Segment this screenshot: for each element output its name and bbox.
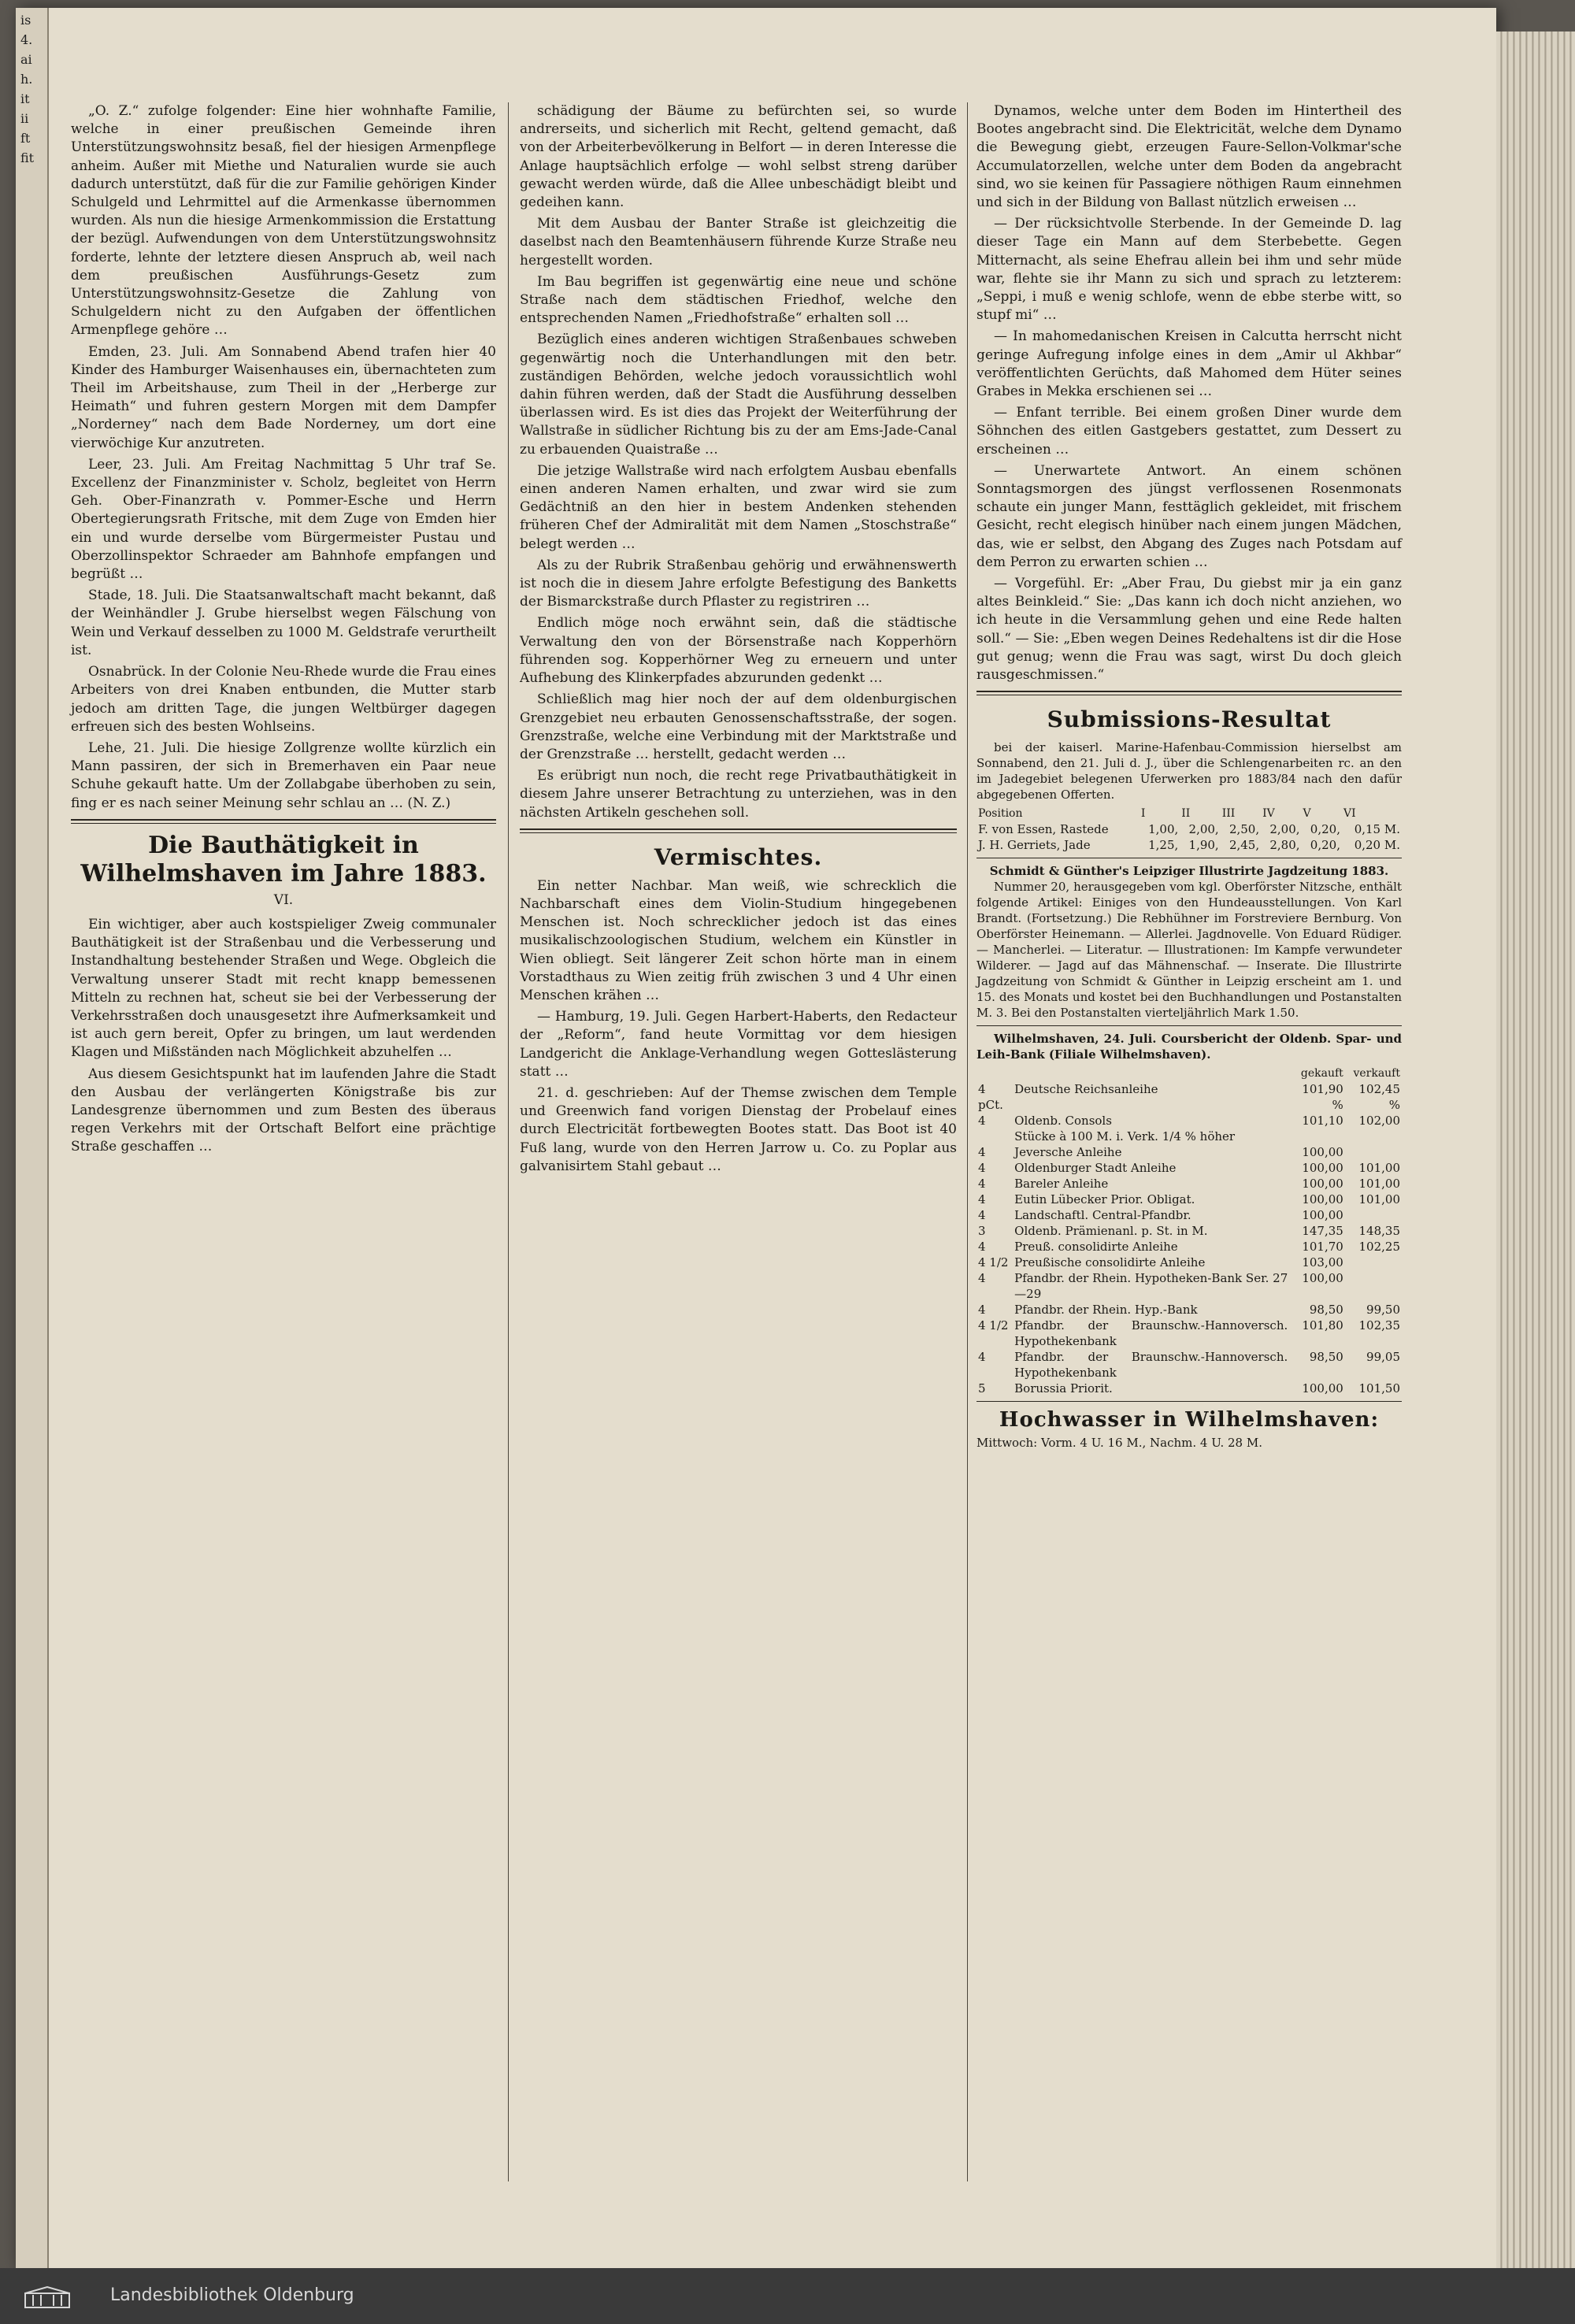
article-paragraph: Im Bau begriffen ist gegenwärtig eine neue und schöne Straße nach dem städtischen Friedhof, welche den entsprechenden Namen „Friedhofstraße“ erhalten soll … xyxy=(520,273,957,327)
table-header: IV xyxy=(1262,807,1275,821)
table-row xyxy=(976,1207,1402,1223)
table-cell: 4 xyxy=(978,1145,986,1160)
article-paragraph: Mit dem Ausbau der Banter Straße ist gleichzeitig die daselbst nach den Beamtenhäusern führende Kurze Straße neu hergestellt worden. xyxy=(520,216,957,269)
table-cell xyxy=(1345,1129,1402,1144)
table-header xyxy=(1013,1066,1289,1081)
table-cell: 100,00 xyxy=(1302,1177,1343,1192)
table-row xyxy=(976,821,1402,837)
table-cell: 0,15 M. xyxy=(1354,822,1400,837)
table-cell: 100,00 xyxy=(1302,1192,1343,1207)
table-cell xyxy=(976,1129,1013,1144)
news-item-emden: Emden, 23. Juli. Am Sonnabend Abend trafen hier 40 Kinder des Hamburger Waisenhauses ein, übernachteten zum Theil im Arbeitshause, zum Theil in der „Herberge zur Heimath“ und fuhren gestern Morgen mit dem Dampfer „Norderney“ nach dem Bade Norderney, um dort eine vierwöchige Kur anzutreten. xyxy=(71,343,496,451)
table-cell: 100,00 xyxy=(1302,1208,1343,1223)
table-cell: 101,10 xyxy=(1302,1114,1343,1129)
table-cell: 2,00, xyxy=(1188,822,1219,837)
table-row xyxy=(976,837,1402,853)
table-cell: Preuß. consolidirte Anleihe xyxy=(1014,1240,1178,1255)
table-cell: Preußische consolidirte Anleihe xyxy=(1014,1255,1206,1270)
table-cell xyxy=(1289,1129,1345,1144)
table-cell: 98,50 xyxy=(1309,1303,1343,1318)
table-cell xyxy=(1345,1270,1402,1302)
column-right xyxy=(976,102,1402,1454)
table-cell: Jeversche Anleihe xyxy=(1014,1145,1122,1160)
misc-item: — Enfant terrible. Bei einem großen Diner wurde dem Söhnchen des eitlen Gastgebers gestattet, zum Dessert zu erscheinen … xyxy=(976,405,1402,458)
table-row xyxy=(976,1255,1402,1270)
table-header: verkauft xyxy=(1353,1067,1400,1080)
submission-intro: bei der kaiserl. Marine-Hafenbau-Commission hierselbst am Sonnabend, den 21. Juli d. J., über die Schlengenarbeiten rc. an den im Jadegebiet belegenen Uferwerken pro 1883/84 nach den dafür abgegebenen Offerten. xyxy=(976,740,1402,802)
table-header: gekauft xyxy=(1300,1067,1343,1080)
table-cell: 99,50 xyxy=(1366,1303,1400,1318)
table-row xyxy=(976,1144,1402,1160)
library-name: Landesbibliothek Oldenburg xyxy=(110,2285,354,2305)
submission-table xyxy=(976,806,1402,853)
article-paragraph: Es erübrigt nun noch, die recht rege Privatbauthätigkeit in diesem Jahre unserer Betrachtung zu unterziehen, was in den nächsten Artikeln geschehen soll. xyxy=(520,768,957,821)
article-paragraph: schädigung der Bäume zu befürchten sei, so wurde andrerseits, und sicherlich mit Recht, geltend gemacht, daß von der Arbeiterbevölkerung in Belfort — in deren Interesse die Anlage hauptsächlich erfolge — wohl selbst streng darüber gewacht werden würde, daß die Allee unbeschädigt bleibt und gedeihen kann. xyxy=(520,103,957,211)
bank-rate-table xyxy=(976,1066,1402,1396)
section-divider xyxy=(976,691,1402,695)
table-cell xyxy=(1345,1255,1402,1270)
table-row xyxy=(976,1160,1402,1176)
divider xyxy=(976,1025,1402,1026)
table-cell: Pfandbr. der Braunschw.-Hannoversch. Hypothekenbank xyxy=(1014,1318,1288,1349)
table-cell: 2,50, xyxy=(1228,822,1260,837)
table-cell: 4 xyxy=(978,1192,986,1207)
table-cell: 102,35 xyxy=(1358,1318,1400,1333)
margin-fragment: ft xyxy=(20,131,31,146)
news-item-lehe: Lehe, 21. Juli. Die hiesige Zollgrenze wollte kürzlich ein Mann passiren, der sich in Bremerhaven ein Paar neue Schuhe gekauft hatte. Um der Zollabgabe überhoben zu sein, fing er es nach seiner Meinung sehr schlau an … (N. Z.) xyxy=(71,739,496,811)
high-water-times: Mittwoch: Vorm. 4 U. 16 M., Nachm. 4 U. 28 M. xyxy=(976,1436,1262,1451)
table-row xyxy=(976,1318,1402,1349)
article-paragraph: Bezüglich eines anderen wichtigen Straßenbaues schweben gegenwärtig noch die Unterhandlungen mit den betr. zuständigen Behörden, welche jedoch voraussichtlich wohl dahin führen werden, daß der Stadt die Ausführung desselben überlassen wird. Es ist dies das Projekt der Weiterführung der Wallstraße in südlicher Richtung bis zu der am Ems-Jade-Canal zu erbauenden Quaistraße … xyxy=(520,332,957,458)
table-cell: Oldenb. Consols xyxy=(1014,1114,1112,1129)
table-cell: 3 xyxy=(978,1224,986,1239)
table-cell: 4 1/2 xyxy=(978,1255,1009,1270)
table-cell: 100,00 xyxy=(1302,1145,1343,1160)
table-cell: Deutsche Reichsanleihe xyxy=(1014,1082,1158,1097)
bank-report-heading: Wilhelmshaven, 24. Juli. Coursbericht der Oldenb. Spar- und Leih-Bank (Filiale Wilhelmshaven). xyxy=(976,1032,1402,1062)
table-cell: Bareler Anleihe xyxy=(1014,1177,1109,1192)
ad-title: Schmidt & Günther's Leipziger Illustrirte Jagdzeitung 1883. xyxy=(989,864,1389,879)
misc-item: — Unerwartete Antwort. An einem schönen Sonntagsmorgen des jüngst verflossenen Rosenmonats schaute ein junger Mann, festtäglich gekleidet, mit frischem Gesicht, recht elegisch hinüber nach einem jungen Mädchen, das, wie er selbst, den Abgang des Zuges nach Potsdam auf dem Perron zu erwarten schien … xyxy=(976,462,1402,570)
article-headline: Die Bauthätigkeit in Wilhelmshaven im Jahre 1883. xyxy=(80,831,487,888)
article-paragraph: Die jetzige Wallstraße wird nach erfolgtem Ausbau ebenfalls einen anderen Namen erhalten, und zwar wird sie zum Gedächtniß an den hier in bestem Andenken stehenden früheren Chef der Admiralität mit dem Namen „Stoschstraße“ belegt werden … xyxy=(520,462,957,552)
table-cell: 101,90 % xyxy=(1302,1082,1343,1113)
table-cell: Oldenb. Prämienanl. p. St. in M. xyxy=(1014,1224,1208,1239)
margin-fragment: it xyxy=(20,91,30,106)
table-cell: 4 xyxy=(978,1240,986,1255)
table-cell: 101,00 xyxy=(1358,1192,1400,1207)
table-cell: Borussia Priorit. xyxy=(1014,1381,1113,1396)
table-cell: 148,35 xyxy=(1358,1224,1400,1239)
section-divider xyxy=(71,819,496,824)
table-row xyxy=(976,1302,1402,1318)
margin-fragment: h. xyxy=(20,72,33,87)
article-paragraph: „O. Z.“ zufolge folgender: Eine hier wohnhafte Familie, welche in einer preußischen Gemeinde ihren Unterstützungswohnsitz besaß, fiel der hiesigen Armenpflege anheim. Außer mit Miethe und Naturalien wurde sie auch dadurch unterstützt, daß für die zur Familie gehörigen Kinder Schulgeld und Lehrmittel auf die Armenkasse übernommen wurden. Als nun die hiesige Armenkommission die Erstattung der bezügl. Aufwendungen von dem Unterstützungswohnsitz forderte, lehnte der letztere diesen Anspruch ab, weil nach dem preußischen Ausführungs-Gesetz zum Unterstützungswohnsitz-Gesetze die Zahlung von Schulgeldern nicht zu den Aufgaben der öffentlichen Armenpflege gehöre … xyxy=(71,103,496,339)
table-cell: 0,20 M. xyxy=(1354,838,1400,853)
table-cell: 4 xyxy=(978,1303,986,1318)
table-cell: 101,00 xyxy=(1358,1161,1400,1176)
misc-item: — In mahomedanischen Kreisen in Calcutta herrscht nicht geringe Aufregung infolge eines in dem „Amir ul Akhbar“ veröffentlichten Gerüchts, daß Mahomed dem Hüter seines Grabes in Mekka erschienen sei … xyxy=(976,328,1402,400)
table-cell: Landschaftl. Central-Pfandbr. xyxy=(1014,1208,1191,1223)
table-cell: Eutin Lübecker Prior. Obligat. xyxy=(1014,1192,1195,1207)
table-cell: 98,50 xyxy=(1309,1350,1343,1365)
table-cell: 4 xyxy=(978,1114,986,1129)
table-cell: 147,35 xyxy=(1302,1224,1343,1239)
table-cell: 101,80 xyxy=(1302,1318,1343,1333)
newspaper-page xyxy=(16,8,1496,2268)
table-header-row xyxy=(976,1066,1402,1081)
table-cell: 4 xyxy=(978,1271,986,1286)
table-row xyxy=(976,1381,1402,1396)
table-row xyxy=(976,1081,1402,1113)
table-cell: 2,00, xyxy=(1269,822,1300,837)
table-header: Position xyxy=(978,807,1023,821)
table-cell: 1,25, xyxy=(1148,838,1179,853)
table-row xyxy=(976,1349,1402,1381)
table-cell: 101,00 xyxy=(1358,1177,1400,1192)
ad-text: Nummer 20, herausgegeben vom kgl. Oberförster Nitzsche, enthält folgende Artikel: Einiges von den Hundeausstellungen. Von Karl Brandt. (Fortsetzung.) Die Rebhühner im Forstreviere Bernburg. Von Oberförster Heinemann. — Allerlei. Jagdnovelle. Von Eduard Rüdiger. — Mancherlei. — Literatur. — Illustrationen: Im Kampfe verwundeter Wilderer. — Jagd auf das Mähnenschaf. — Inserate. Die Illustrirte Jagdzeitung von Schmidt & Günther in Leipzig erscheint am 1. und 15. des Monats und kostet bei den Buchhandlungen und Postanstalten M. 3. Bei den Postanstalten vierteljährlich Mark 1.50. xyxy=(976,880,1402,1021)
article-paragraph: Als zu der Rubrik Straßenbau gehörig und erwähnenswerth ist noch die in diesem Jahre erfolgte Befestigung des Banketts der Bismarckstraße durch Pflaster zu registriren … xyxy=(520,557,957,610)
table-cell: 101,70 xyxy=(1302,1240,1343,1255)
table-cell: Pfandbr. der Rhein. Hypotheken-Bank Ser. 27—29 xyxy=(1014,1271,1288,1302)
book-page-edges xyxy=(1496,32,1575,2268)
table-cell: 5 xyxy=(978,1381,986,1396)
bank-rows xyxy=(976,1081,1402,1396)
table-cell: 100,00 xyxy=(1302,1161,1343,1176)
viewer-footer xyxy=(0,2268,1575,2324)
table-header-row xyxy=(976,806,1402,821)
table-cell: 4 pCt. xyxy=(978,1082,1003,1113)
previous-page-edge xyxy=(16,8,49,2268)
table-header: III xyxy=(1221,807,1236,821)
margin-fragment: ii xyxy=(20,111,29,126)
article-paragraph: Ein wichtiger, aber auch kostspieliger Zweig communaler Bauthätigkeit ist der Straßenbau und die Verbesserung und Instandhaltung bestehender Straßen und Wege. Obgleich die Verwaltung unserer Stadt mit recht knapp bemessenen Mitteln zu rechnen hat, scheut sie bei der Verbesserung der Verkehrsstraßen doch unausgesetzt ihre Aufmerksamkeit und ist auch gern bereit, Opfer zu bringen, um laut werdenden Klagen und Mißständen nach Möglichkeit abzuhelfen … xyxy=(71,916,496,1061)
table-cell: 100,00 xyxy=(1302,1271,1343,1286)
table-cell: 1,00, xyxy=(1148,822,1179,837)
misc-item: 21. d. geschrieben: Auf der Themse zwischen dem Temple und Greenwich fand vorigen Dienstag der Probelauf eines durch Electricität fortbewegten Bootes statt. Das Boot ist 40 Fuß lang, wurde von den Herren Jarrow u. Co. zu Poplar aus galvanisirtem Stahl gebaut … xyxy=(520,1084,957,1174)
margin-fragment: ai xyxy=(20,52,32,67)
margin-fragment: fit xyxy=(20,150,35,165)
misc-item: — Vorgefühl. Er: „Aber Frau, Du giebst mir ja ein ganz altes Beinkleid.“ Sie: „Das kann ich doch nicht anziehen, wo ich heute in die Versammlung gehen und eine Rede halten soll.“ — Sie: „Eben wegen Deines Redehaltens ist dir die Hose gut genug; wenn die Frau was sagt, wirst Du doch gleich rausgeschmissen.“ xyxy=(976,576,1402,684)
column-rule xyxy=(967,102,968,2181)
table-row xyxy=(976,1270,1402,1302)
column-left xyxy=(71,102,496,1160)
table-cell: 100,00 xyxy=(1302,1381,1343,1396)
table-header: V xyxy=(1303,807,1311,821)
table-cell: Oldenburger Stadt Anleihe xyxy=(1014,1161,1177,1176)
table-cell: 102,25 xyxy=(1358,1240,1400,1255)
news-item-leer: Leer, 23. Juli. Am Freitag Nachmittag 5 Uhr traf Se. Excellenz der Finanzminister v. Scholz, begleitet von Herrn Geh. Ober-Finanzrath v. Pommer-Esche und Herrn Obertegierungsrath Fritsche, mit dem Zuge von Emden hier ein und wurde derselbe vom Bürgermeister Pustau und Oberzollinspektor Schraeder am Bahnhofe empfangen und begrüßt … xyxy=(71,456,496,583)
table-cell: 2,80, xyxy=(1269,838,1300,853)
news-item-stade: Stade, 18. Juli. Die Staatsanwaltschaft macht bekannt, daß der Weinhändler J. Grube hierselbst wegen Fälschung von Wein und Verkauf desselben zu 1000 M. Geldstrafe verurtheilt ist. xyxy=(71,587,496,658)
misc-item: — Der rücksichtvolle Sterbende. In der Gemeinde D. lag dieser Tage ein Mann auf dem Sterbebette. Gegen Mitternacht, als seine Ehefrau allein bei ihm und sehr müde war, flehte sie ihr Mann zu sich und sprach zu letzterem: „Seppi, i muß e wenig schlofe, wenn de ebbe sterbe witt, so stupf mi“ … xyxy=(976,216,1402,324)
table-cell: 4 xyxy=(978,1208,986,1223)
table-cell: 4 1/2 xyxy=(978,1318,1009,1333)
table-header: VI xyxy=(1343,807,1356,821)
news-item-osnabrueck: Osnabrück. In der Colonie Neu-Rhede wurde die Frau eines Arbeiters von drei Knaben entbunden, die Mutter starb jedoch am dritten Tage, die jungen Weltbürger dagegen erfreuen sich des besten Wohlseins. xyxy=(71,664,496,735)
table-cell xyxy=(1345,1144,1402,1160)
misc-item: Dynamos, welche unter dem Boden im Hintertheil des Bootes angebracht sind. Die Elektricität, welche dem Dynamo die Bewegung giebt, erzeugen Faure-Sellon-Volkmar'sche Accumulatorzellen, welche unter dem Boden da angebracht sind, wo sie keinen für Passagiere nöthigen Raum einnehmen und sich in der Bildung von Ballast nützlich erweisen … xyxy=(976,103,1402,211)
misc-item: Ein netter Nachbar. Man weiß, wie schrecklich die Nachbarschaft eines dem Violin-Studium hingegebenen Menschen ist. Noch schrecklicher jedoch ist das eines musikalischzoologischen Studium, welchem ein Künstler in Wien obliegt. Seit längerer Zeit schon hörte man in einem Vorstadthaus zu Wien zeitig früh zwischen 3 und 4 Uhr einen Menschen krähen … xyxy=(520,877,957,1003)
table-cell: 1,90, xyxy=(1188,838,1219,853)
table-cell: 103,00 xyxy=(1302,1255,1343,1270)
article-part-number: VI. xyxy=(273,891,294,908)
table-cell: 4 xyxy=(978,1177,986,1192)
table-cell: Pfandbr. der Rhein. Hyp.-Bank xyxy=(1014,1303,1198,1318)
table-header: I xyxy=(1140,807,1146,821)
table-cell: 4 xyxy=(978,1350,986,1365)
table-row xyxy=(976,1223,1402,1239)
table-row xyxy=(976,1192,1402,1207)
margin-fragment: 4. xyxy=(20,32,33,47)
column-rule xyxy=(508,102,509,2181)
table-row xyxy=(976,1176,1402,1192)
table-cell: F. von Essen, Rastede xyxy=(978,822,1109,837)
table-cell: 0,20, xyxy=(1310,838,1340,853)
library-building-icon xyxy=(24,2285,71,2309)
section-headline-vermischtes: Vermischtes. xyxy=(654,843,823,870)
table-cell: J. H. Gerriets, Jade xyxy=(978,838,1091,853)
table-cell xyxy=(1345,1207,1402,1223)
table-cell: 102,00 xyxy=(1358,1114,1400,1129)
article-paragraph: Schließlich mag hier noch der auf dem oldenburgischen Grenzgebiet neu erbauten Genossenschaftsstraße, der sogen. Grenzstraße, welche eine Verbindung mit der Marktstraße und der Grenzstraße … herstellt, gedacht werden … xyxy=(520,691,957,762)
table-row xyxy=(976,1129,1402,1144)
table-cell: Stücke à 100 M. i. Verk. 1/4 % höher xyxy=(1014,1129,1236,1144)
table-cell: 102,45 % xyxy=(1358,1082,1400,1113)
section-divider xyxy=(520,828,957,833)
table-cell: 0,20, xyxy=(1310,822,1340,837)
table-cell: 2,45, xyxy=(1228,838,1260,853)
table-cell: Pfandbr. der Braunschw.-Hannoversch. Hypothekenbank xyxy=(1014,1350,1288,1381)
misc-item: — Hamburg, 19. Juli. Gegen Harbert-Haberts, den Redacteur der „Reform“, fand heute Vormittag vor dem hiesigen Landgericht die Anklage-Verhandlung wegen Gotteslästerung statt … xyxy=(520,1009,957,1080)
table-header xyxy=(976,1066,1013,1081)
divider xyxy=(976,1401,1402,1402)
submission-results-headline: Submissions-Resultat xyxy=(1047,706,1332,733)
column-middle xyxy=(520,102,957,1179)
article-paragraph: Endlich möge noch erwähnt sein, daß die städtische Verwaltung den von der Börsenstraße nach Kopperhörn führenden sog. Kopperhörner Weg zu erneuern und unter Aufhebung des Klinkerpfades abzurunden gedenkt … xyxy=(520,615,957,687)
article-paragraph: Aus diesem Gesichtspunkt hat im laufenden Jahre die Stadt den Ausbau der verlängerten Königstraße bis zur Landesgrenze übernommen und zum Besten des überaus regen Verkehrs mit der Ortschaft Belfort eine prächtige Straße geschaffen … xyxy=(71,1066,496,1155)
high-water-headline: Hochwasser in Wilhelmshaven: xyxy=(999,1408,1380,1433)
table-row xyxy=(976,1239,1402,1255)
table-header: II xyxy=(1181,807,1191,821)
margin-fragment: is xyxy=(20,13,32,28)
table-row xyxy=(976,1113,1402,1129)
table-cell: 4 xyxy=(978,1161,986,1176)
table-cell: 99,05 xyxy=(1366,1350,1400,1365)
table-cell: 101,50 xyxy=(1358,1381,1400,1396)
